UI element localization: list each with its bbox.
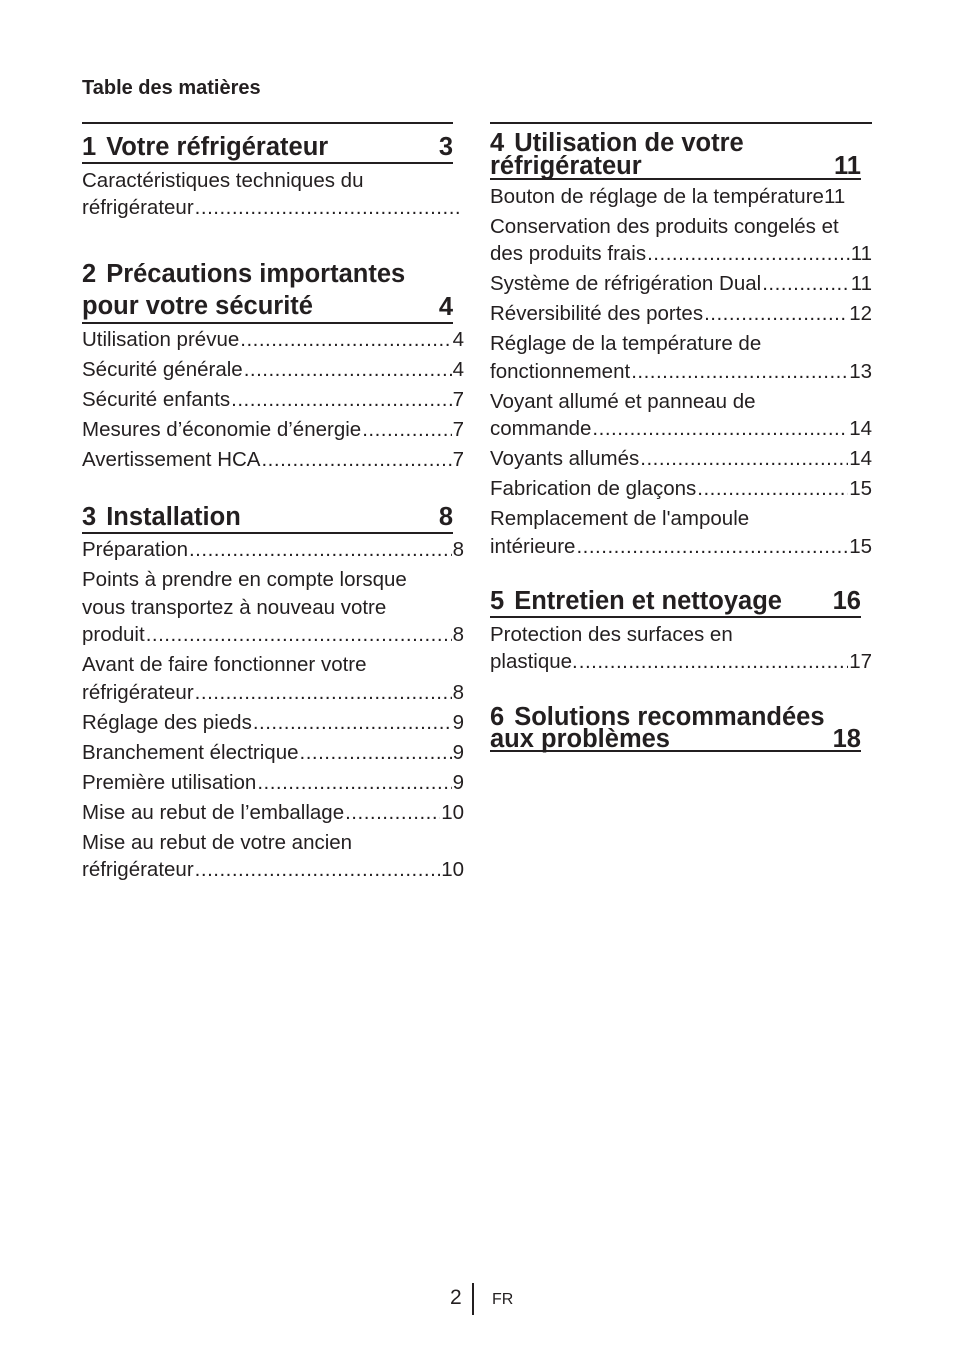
entry-text: Sécurité générale: [82, 358, 243, 381]
dot-leader: [231, 386, 451, 414]
toc-section-1: [82, 132, 464, 222]
entry-text: réfrigérateur: [82, 858, 194, 881]
page-number: 2: [450, 1286, 462, 1309]
toc-entry[interactable]: [82, 651, 464, 706]
section-title: Installation: [106, 502, 241, 531]
toc-right-column: [490, 122, 872, 752]
entry-text: Fabrication de glaçons: [490, 477, 697, 500]
toc-entry[interactable]: [82, 739, 464, 767]
toc-entry[interactable]: [82, 566, 464, 649]
section-title: Votre réfrigérateur: [106, 133, 329, 161]
entry-page: 14: [849, 447, 872, 470]
section-page: 8: [438, 502, 453, 531]
entry-text: produit: [82, 623, 145, 646]
entry-page: 9: [452, 740, 464, 764]
entry-page: 10: [441, 858, 464, 881]
dot-leader: [189, 536, 452, 564]
entry-text: Avant de faire fonctionner votre: [82, 653, 367, 676]
section-number: 3: [82, 502, 97, 531]
entry-page: 4: [452, 328, 464, 351]
toc-entry[interactable]: [490, 330, 872, 385]
section-heading[interactable]: [490, 702, 861, 753]
toc-entry[interactable]: [490, 505, 872, 560]
section-title: Précautions importantes: [106, 259, 406, 288]
toc-entry[interactable]: [490, 213, 872, 268]
page-title: Table des matières: [82, 77, 261, 99]
dot-leader: [253, 709, 452, 737]
entry-page: 4: [452, 358, 464, 381]
dot-leader: [195, 679, 452, 707]
entry-text: Première utilisation: [82, 770, 257, 794]
entry-page: 7: [452, 418, 464, 441]
dot-leader: [257, 769, 451, 797]
entry-text: Voyant allumé et panneau de: [490, 389, 756, 413]
dot-leader: [697, 475, 848, 503]
entry-text: Mesures d’économie d’énergie: [82, 418, 362, 441]
dot-leader: [240, 326, 451, 354]
section-page: 18: [832, 724, 861, 753]
entry-page: 15: [849, 534, 872, 558]
entry-page: 14: [849, 417, 872, 440]
section-heading[interactable]: [82, 132, 453, 164]
toc-entry[interactable]: [82, 416, 464, 444]
entry-page: 8: [452, 680, 464, 704]
entry-page: 9: [452, 710, 464, 734]
section-number: 1: [82, 133, 97, 161]
entry-text: Bouton de réglage de la température: [490, 184, 824, 208]
entry-page: 11: [850, 272, 872, 295]
toc-entry[interactable]: [490, 445, 872, 473]
dot-leader: [631, 358, 848, 386]
section-title: pour votre sécurité: [82, 291, 313, 320]
section-number: 5: [490, 587, 505, 615]
dot-leader: [300, 739, 452, 767]
toc-entry[interactable]: [490, 475, 872, 503]
entry-page: 9: [452, 770, 464, 794]
entry-page: 7: [452, 448, 464, 471]
dot-leader: [195, 194, 463, 222]
dot-leader: [704, 300, 848, 328]
entry-text: Réglage des pieds: [82, 710, 252, 734]
dot-leader: [640, 445, 848, 473]
section-title: Entretien et nettoyage: [514, 587, 782, 615]
entry-page: 8: [452, 538, 464, 561]
section-number: 6: [490, 702, 505, 731]
toc-entry[interactable]: [82, 769, 464, 797]
dot-leader: [592, 415, 848, 443]
entry-text: Système de réfrigération Dual: [490, 272, 762, 295]
section-title: Solutions recommandées: [514, 702, 825, 731]
dot-leader: [362, 416, 451, 444]
section-heading[interactable]: [82, 258, 453, 324]
toc-section-5: [490, 586, 872, 676]
toc-entry[interactable]: [82, 356, 464, 384]
entry-page: 15: [849, 477, 872, 500]
toc-section-4: [490, 129, 872, 560]
entry-page: 12: [849, 302, 872, 325]
section-title: aux problèmes: [490, 724, 670, 753]
section-title: Utilisation de votre: [514, 129, 744, 157]
toc-entry[interactable]: [82, 829, 464, 884]
entry-page: 13: [849, 359, 872, 383]
entry-text: Caractéristiques techniques du: [82, 168, 364, 192]
entry-text: Conservation des produits congelés et: [490, 214, 839, 238]
entry-text: commande: [490, 417, 592, 440]
dot-leader: [345, 799, 440, 827]
section-page: 16: [832, 587, 861, 615]
entry-page: 10: [441, 800, 464, 824]
toc-entry[interactable]: [82, 446, 464, 474]
toc-section-2: [82, 258, 464, 474]
toc-entry[interactable]: [490, 621, 872, 676]
entry-text: réfrigérateur: [82, 680, 194, 704]
entry-text: réfrigérateur: [82, 196, 194, 219]
entry-text: Points à prendre en compte lorsque vous transportez à nouveau votre: [82, 568, 407, 619]
section-page: 4: [438, 292, 453, 321]
entry-page: 7: [452, 388, 464, 411]
toc-entry[interactable]: [490, 300, 872, 328]
entry-page: 11: [823, 184, 846, 208]
section-number: 4: [490, 129, 505, 157]
toc-entry[interactable]: [490, 270, 872, 298]
section-heading[interactable]: [490, 586, 861, 618]
dot-leader: [576, 533, 848, 561]
dot-leader: [261, 446, 451, 474]
entry-text: Réglage de la température de: [490, 332, 762, 355]
entry-page: 11: [850, 242, 872, 265]
entry-text: Préparation: [82, 538, 188, 561]
entry-text: intérieure: [490, 534, 576, 558]
entry-text: Avertissement HCA: [82, 448, 261, 471]
dot-leader: [244, 356, 452, 384]
entry-text: Utilisation prévue: [82, 328, 240, 351]
entry-text: des produits frais: [490, 242, 647, 265]
toc-entry[interactable]: [82, 799, 464, 827]
section-number: 2: [82, 259, 97, 288]
dot-leader: [647, 240, 850, 268]
toc-entry[interactable]: [82, 167, 464, 222]
section-title: réfrigérateur: [490, 152, 642, 180]
footer-divider: [472, 1283, 474, 1315]
entry-text: Mise au rebut de votre ancien: [82, 830, 353, 854]
section-page: 11: [834, 152, 861, 180]
section-page: 3: [438, 133, 453, 161]
toc-section-6: [490, 702, 872, 753]
entry-text: Voyants allumés: [490, 447, 640, 470]
entry-text: Protection des surfaces en: [490, 622, 733, 646]
toc-entry[interactable]: [82, 536, 464, 564]
entry-text: Réversibilité des portes: [490, 302, 704, 325]
toc-section-3: [82, 502, 464, 884]
toc-entry[interactable]: [82, 709, 464, 737]
entry-page: 8: [452, 623, 464, 646]
entry-text: Remplacement de l'ampoule: [490, 507, 750, 530]
language-code: FR: [492, 1291, 514, 1308]
entry-text: Sécurité enfants: [82, 388, 231, 411]
dot-leader: [146, 621, 452, 649]
entry-text: plastique.: [490, 650, 578, 673]
section-heading[interactable]: [82, 502, 453, 534]
dot-leader: [579, 648, 848, 676]
toc-entry[interactable]: [82, 386, 464, 414]
dot-leader: [762, 270, 850, 298]
toc-entry[interactable]: [82, 326, 464, 354]
toc-entry[interactable]: [490, 388, 872, 443]
entry-text: fonctionnement: [490, 359, 631, 383]
toc-entry[interactable]: [490, 183, 872, 211]
entry-text: Branchement électrique: [82, 740, 299, 764]
dot-leader: [195, 856, 441, 884]
entry-text: Mise au rebut de l’emballage: [82, 800, 345, 824]
section-heading[interactable]: [490, 129, 861, 180]
entry-page: 17: [849, 650, 872, 673]
toc-left-column: [82, 122, 464, 884]
